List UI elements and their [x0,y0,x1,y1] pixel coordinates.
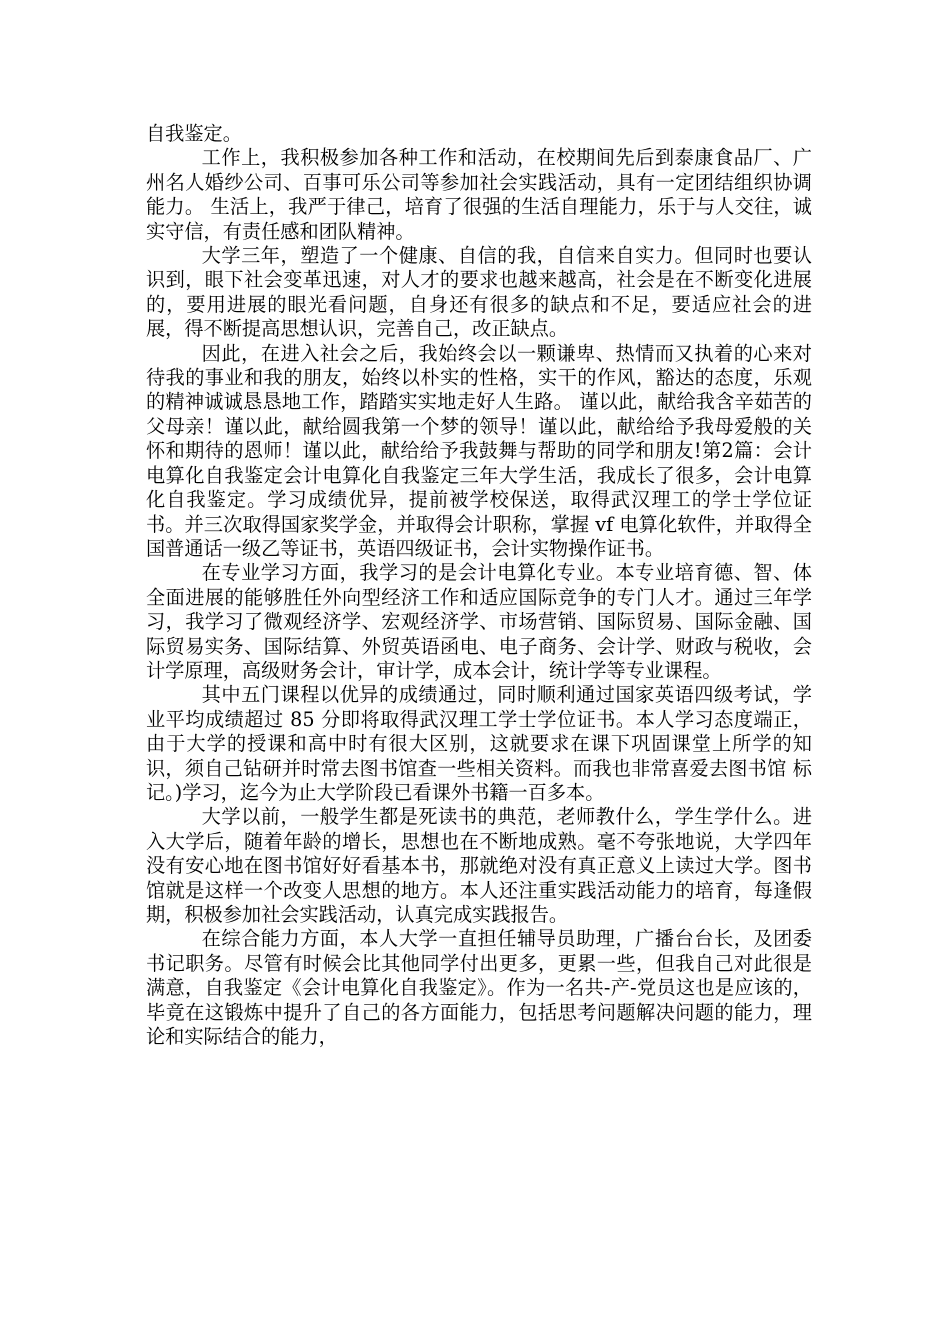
paragraph-library: 大学以前，一般学生都是死读书的典范，老师教什么，学生学什么。进入大学后，随着年龄的增长，思想也在不断地成熟。毫不夸张地说，大学四年没有安心地在图书馆好好看基本书，那就绝对没有真正意义上读过大学。图书馆就是这样一个改变人思想的地方。本人还注重实践活动能力的培育，每逢假期，积极参加社会实践活动，认真完成实践报告。 [146,805,812,926]
paragraph-abilities: 在综合能力方面，本人大学一直担任辅导员助理，广播台台长，及团委书记职务。尽管有时候会比其他同学付出更多，更累一些，但我自己对此很是满意，自我鉴定《会计电算化自我鉴定》。作为一名共-产-党员这也是应该的，毕竟在这锻炼中提升了自己的各方面能力，包括思考问题解决问题的能力，理论和实际结合的能力， [146,927,812,1049]
document-body [146,122,812,1049]
paragraph-three-years: 大学三年，塑造了一个健康、自信的我，自信来自实力。但同时也要认识到，眼下社会变革迅速，对人才的要求也越来越高，社会是在不断变化进展的，要用进展的眼光看问题，自身还有很多的缺点和不足，要适应社会的进展，得不断提高思想认识，完善自己，改正缺点。 [146,244,812,341]
paragraph-continuation: 自我鉴定。 [146,122,242,145]
paragraph-dedication: 因此，在进入社会之后，我始终会以一颗谦卑、热情而又执着的心来对待我的事业和我的朋友，始终以朴实的性格，实干的作风，豁达的态度，乐观的精神诚诚恳恳地工作，踏踏实实地走好人生路。 谨以此，献给我含辛茹苦的父母亲！谨以此，献给圆我第一个梦的领导！谨以此，献给给予我母爱般的关怀和期待的恩师！谨以此，献给给予我鼓舞与帮助的同学和朋友!第2篇：会计电算化自我鉴定会计电算化自我鉴定三年大学生活，我成长了很多，会计电算化自我鉴定。学习成绩优异，提前被学校保送，取得武汉理工的学士学位证书。并三次取得国家奖学金，并取得会计职称，掌握 vf 电算化软件，并取得全国普通话一级乙等证书，英语四级证书，会计实物操作证书。 [146,341,812,560]
paragraph-professional-study: 在专业学习方面，我学习的是会计电算化专业。本专业培育德、智、体全面进展的能够胜任外向型经济工作和适应国际竞争的专门人才。通过三年学习，我学习了微观经济学、宏观经济学、市场营销、国际贸易、国际金融、国际贸易实务、国际结算、外贸英语函电、电子商务、会计学、财政与税收，会计学原理，高级财务会计，审计学，成本会计，统计学等专业课程。 [146,561,812,682]
paragraph-work-life: 工作上，我积极参加各种工作和活动，在校期间先后到泰康食品厂、广州名人婚纱公司、百事可乐公司等参加社会实践活动，具有一定团结组织协调能力。 生活上，我严于律己，培育了很强的生活自理能力，乐于与人交往，诚实守信，有责任感和团队精神。 [146,146,812,243]
paragraph-courses: 其中五门课程以优异的成绩通过，同时顺利通过国家英语四级考试，学业平均成绩超过 85 分即将取得武汉理工学士学位证书。本人学习态度端正，由于大学的授课和高中时有很大区别，这就要求在课下巩固课堂上所学的知识，须自己钻研并时常去图书馆查一些相关资料。而我也非常喜爱去图书馆 标记。)学习，迄今为止大学阶段已看课外书籍一百多本。 [146,683,812,804]
